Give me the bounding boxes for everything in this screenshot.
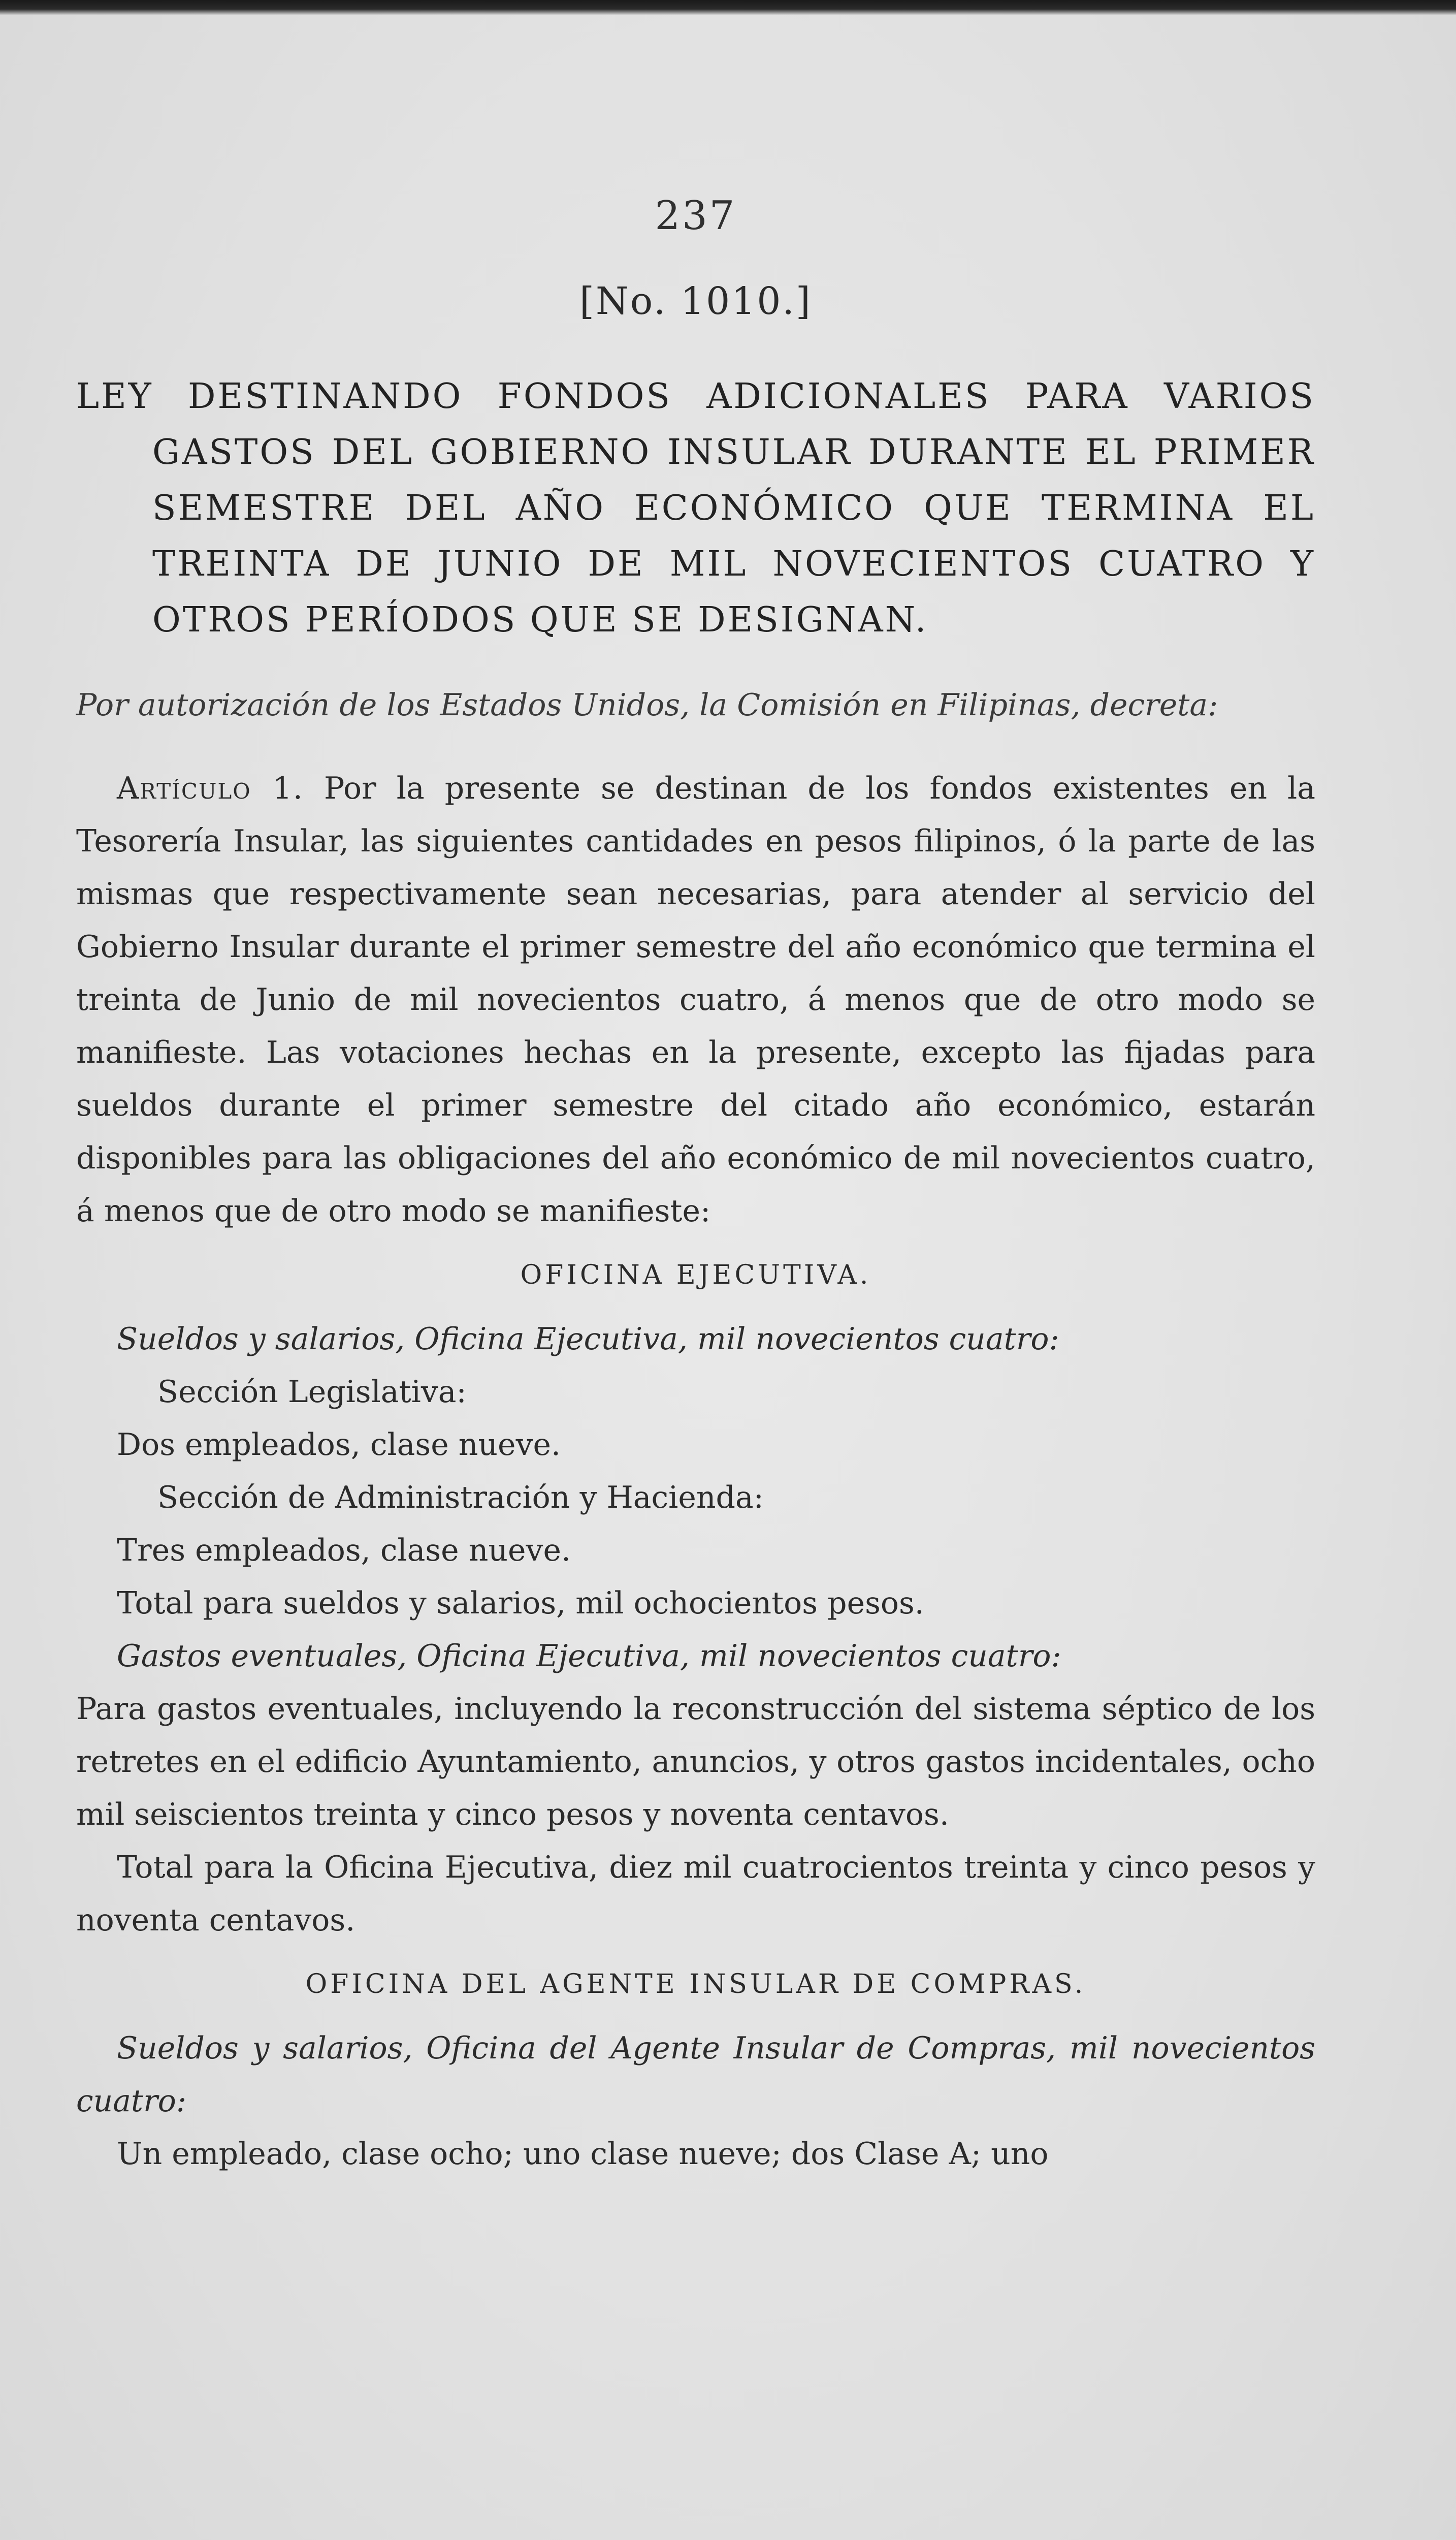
law-number: [No. 1010.] bbox=[579, 279, 812, 323]
purchasing-salaries-heading: Sueldos y salarios, Oficina del Agente Insular de Compras, mil novecientos cuatro: bbox=[76, 2030, 1315, 2119]
executive-office-total: Total para la Oficina Ejecutiva, diez mil cuatrocientos treinta y cinco pesos y noventa centavos. bbox=[76, 1850, 1315, 1938]
article-label: Artículo 1. bbox=[117, 771, 304, 806]
executive-contingent-heading: Gastos eventuales, Oficina Ejecutiva, mil novecientos cuatro: bbox=[117, 1638, 1061, 1674]
article-text: Por la presente se destinan de los fondos existentes en la Tesorería Insular, las siguientes cantidades en pesos filipinos, ó la parte de las mismas que respectivamente sean necesarias, para atender al servicio del Gobierno Insular durante el primer semestre del año económico que termina el treinta de Junio de mil novecientos cuatro, á menos que de otro modo se manifieste. Las votaciones hechas en la presente, excepto las fijadas para sueldos durante el primer semestre del citado año económico, estarán disponibles para las obligaciones del año económico de mil novecientos cuatro, á menos que de otro modo se manifieste: bbox=[76, 771, 1316, 1229]
executive-contingent-text: Para gastos eventuales, incluyendo la reconstrucción del sistema séptico de los retretes en el edificio Ayuntamiento, anuncios, y otros gastos incidentales, ocho mil seiscientos treinta y cinco pesos y noventa centavos. bbox=[76, 1691, 1315, 1832]
executive-item-administration: Tres empleados, clase nueve. bbox=[117, 1533, 571, 1568]
scan-top-edge bbox=[0, 0, 1456, 15]
executive-subsection-administration: Sección de Administración y Hacienda: bbox=[157, 1480, 764, 1515]
executive-salaries-heading: Sueldos y salarios, Oficina Ejecutiva, mil novecientos cuatro: bbox=[117, 1321, 1059, 1357]
article-1 bbox=[76, 762, 1315, 1237]
section-heading-executive: OFICINA EJECUTIVA. bbox=[520, 1260, 871, 1290]
executive-item-legislative: Dos empleados, clase nueve. bbox=[117, 1427, 561, 1463]
executive-subsection-legislative: Sección Legislativa: bbox=[157, 1374, 467, 1410]
law-title: LEY DESTINANDO FONDOS ADICIONALES PARA VARIOS GASTOS DEL GOBIERNO INSULAR DURANTE EL PRIMER SEMESTRE DEL AÑO ECONÓMICO QUE TERMINA EL TREINTA DE JUNIO DE MIL NOVECIENTOS CUATRO Y OTROS PERÍODOS QUE SE DESIGNAN. bbox=[76, 376, 1315, 640]
page-number: 237 bbox=[655, 193, 737, 239]
executive-salaries-total: Total para sueldos y salarios, mil ochocientos pesos. bbox=[117, 1585, 924, 1621]
document-body bbox=[76, 193, 1315, 2180]
purchasing-item-employees: Un empleado, clase ocho; uno clase nueve; dos Clase A; uno bbox=[117, 2136, 1049, 2172]
section-heading-purchasing: OFICINA DEL AGENTE INSULAR DE COMPRAS. bbox=[305, 1969, 1086, 1999]
enacting-clause: Por autorización de los Estados Unidos, la Comisión en Filipinas, decreta: bbox=[76, 687, 1218, 723]
